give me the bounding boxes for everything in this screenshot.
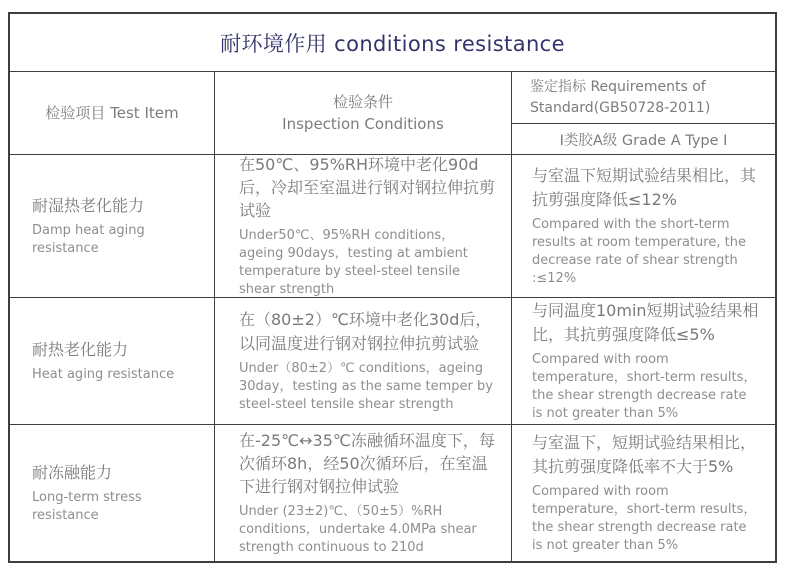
- conditions-zh: 在（80±2）℃环境中老化30d后，以同温度进行钢对钢拉伸抗剪试验: [239, 310, 492, 353]
- cell-conditions-heat-aging: [215, 298, 512, 424]
- cell-item-heat-aging: [10, 298, 215, 424]
- header-conditions-zh: 检验条件: [332, 92, 393, 111]
- header-grade: Ⅰ类胶A级 Grade A Type Ⅰ: [559, 132, 728, 149]
- requirement-en: Compared with room temperature，short-term results，the shear strength decrease rate is not greater than 5%: [532, 351, 757, 421]
- cell-requirement-damp-heat: [512, 155, 775, 297]
- conditions-en: Under (23±2)℃、（50±5）%RH conditions，undertake 4.0MPa shear strength continuous to 210d: [239, 504, 477, 556]
- header-inspection-conditions: [215, 72, 512, 154]
- table-header-row: [10, 72, 775, 155]
- conditions-zh: 在50℃、95%RH环境中老化90d后，冷却至室温进行钢对钢拉伸抗剪试验: [239, 154, 496, 221]
- item-en: Long-term stress resistance: [32, 490, 142, 524]
- table-title-row: [10, 14, 775, 72]
- requirement-zh: 与室温下短期试验结果相比，其抗剪强度降低≤12%: [532, 166, 757, 209]
- cell-requirement-freeze-thaw: [512, 425, 775, 561]
- header-test-item-label: 检验项目 Test Item: [45, 103, 179, 122]
- item-en: Heat aging resistance: [32, 367, 175, 383]
- header-conditions-en: Inspection Conditions: [282, 115, 444, 133]
- resistance-table: [8, 12, 777, 563]
- conditions-zh: 在-25℃↔35℃冻融循环温度下，每次循环8h，经50次循环后，在室温下进行钢对钢拉伸试验: [239, 430, 495, 497]
- cell-conditions-freeze-thaw: [215, 425, 512, 561]
- item-zh: 耐冻融能力: [32, 462, 113, 482]
- header-test-item: [10, 72, 215, 154]
- item-en: Damp heat aging resistance: [32, 223, 145, 257]
- table-row-heat-aging: [10, 298, 775, 425]
- cell-requirement-heat-aging: [512, 298, 775, 424]
- item-zh: 耐湿热老化能力: [32, 195, 145, 215]
- cell-item-damp-heat: [10, 155, 215, 297]
- table-row-damp-heat-aging: [10, 155, 775, 298]
- table-row-freeze-thaw: [10, 425, 775, 561]
- cell-conditions-damp-heat: [215, 155, 512, 297]
- conditions-en: Under（80±2）℃ conditions，ageing 30day，testing as the same temper by steel-steel tensile shear strength: [239, 360, 493, 412]
- table-title: 耐环境作用 conditions resistance: [220, 31, 565, 56]
- conditions-en: Under50℃、95%RH conditions，ageing 90days，testing at ambient temperature by steel-steel tensile shear strength: [239, 228, 468, 298]
- requirement-zh: 与同温度10min短期试验结果相比，其抗剪强度降低≤5%: [532, 301, 759, 344]
- item-zh: 耐热老化能力: [32, 339, 129, 359]
- requirement-zh: 与室温下，短期试验结果相比，其抗剪强度降低率不大于5%: [532, 433, 757, 476]
- header-requirements-column: [512, 72, 775, 154]
- requirement-en: Compared with room temperature，short-term results，the shear strength decrease rate is not greater than 5%: [532, 483, 757, 553]
- cell-item-freeze-thaw: [10, 425, 215, 561]
- header-requirements: 鉴定指标 Requirements of Standard(GB50728-2011): [512, 72, 775, 124]
- requirement-en: Compared with the short-term results at room temperature, the decrease rate of shear strength :≤12%: [532, 216, 746, 286]
